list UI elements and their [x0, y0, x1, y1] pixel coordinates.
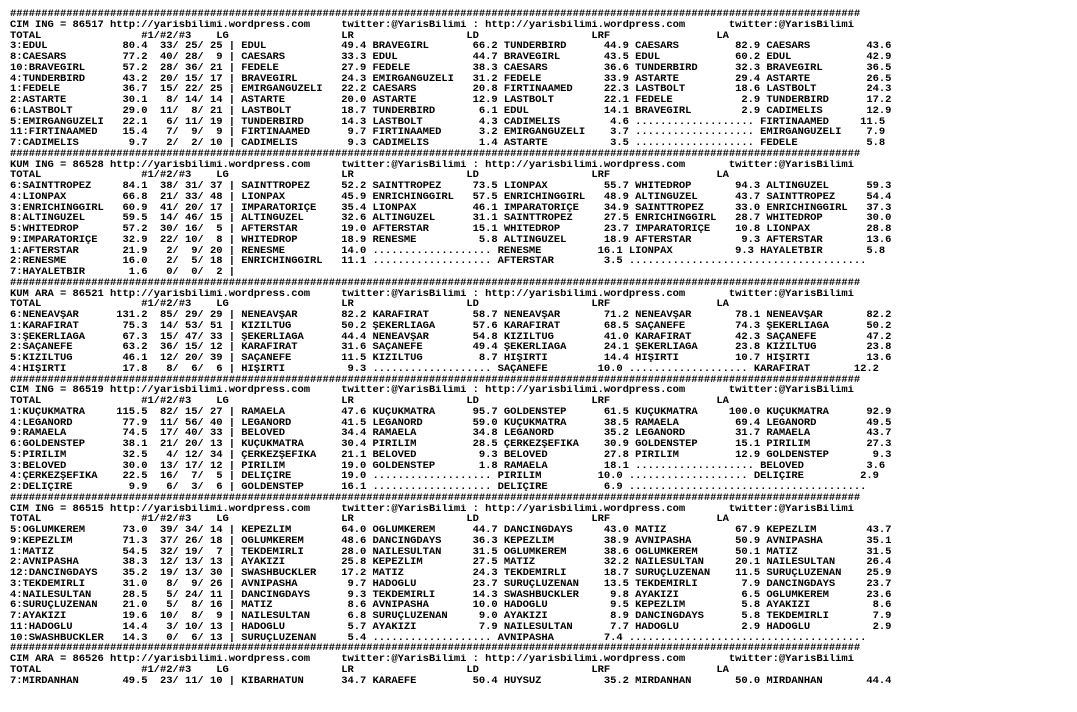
report-line: 7:CADIMELİS 9.7 2/ 2/ 10 | CADIMELİS 9.3 CADIMELİS 1.4 ASTARTE 3.5 ................... FEDELE 5.8: [10, 138, 886, 149]
report-line: 2:DELİÇİRE 9.9 6/ 3/ 6 | GOLDENSTEP 16.1 ................... DELİÇİRE 6.9 ......................................: [10, 482, 867, 493]
report-line: 5:KIZILTUĞ 46.1 12/ 20/ 39 | SAÇANEFE 11.5 KIZILTUĞ 8.7 HIŞIRTI 14.4 HIŞIRTI 10.7 HIŞIRTI 13.6: [10, 353, 892, 364]
report-line: 9:İMPARATORİÇE 32.9 22/ 10/ 8 | WHITEDROP 18.9 RENESME 5.8 ALTINGÜZEL 18.9 AFTERSTAR 9.3 AFTERSTAR 13.6: [10, 234, 892, 246]
report-line: 6:SAINTTROPEZ 84.1 38/ 31/ 37 | SAINTTROPEZ 52.2 SAINTTROPEZ 73.5 LIONPAX 55.7 WHITEDROP 94.3 ALTINGÜZEL 59.3: [10, 181, 892, 192]
report-line: 1:AFTERSTAR 21.9 2/ 9/ 20 | RENESME 14.0 ................... RENESME 16.1 LIONPAX 9.3 HAYALETBİR 5.8: [10, 245, 886, 257]
report-line: 2:RENESME 16.0 2/ 5/ 18 | ENRICHINGGIRL 11.1 ................... AFTERSTAR 3.5 ......................................: [10, 256, 867, 267]
report-line: KUM ING = 86528 http://yarisbilimi.wordpress.com twitter:@YarisBilimi : http://yarisbilimi.wordpress.com twitter:@YarisBilimi: [10, 159, 854, 171]
report-line: 1:MATİZ 54.5 32/ 19/ 7 | TEKDEMİRLİ 28.0 NAİLESULTAN 31.5 OĞLUMKEREM 38.6 OĞLUMKEREM 50.1 MATİZ 31.5: [10, 546, 892, 558]
report-line: 4:LIONPAX 66.8 21/ 33/ 48 | LIONPAX 45.9 ENRICHINGGIRL 57.5 ENRICHINGGIRL 48.9 ALTINGÜZEL 43.7 SAINTTROPEZ 54.4: [10, 191, 892, 203]
report-line: ########################################################################################################################################: [10, 277, 861, 289]
report-line: 4:TUNDERBIRD 43.2 20/ 15/ 17 | BRAVEGIRL 24.3 EMİRGANGÜZELİ 31.2 FEDELE 33.9 ASTARTE 29.4 ASTARTE 26.5: [10, 73, 892, 85]
report-line: CIM ARA = 86526 http://yarisbilimi.wordpress.com twitter:@YarisBilimi : http://yarisbilimi.wordpress.com twitter:@YarisBilimi: [10, 654, 854, 665]
report-line: 10:BRAVEGIRL 57.2 28/ 36/ 21 | FEDELE 27.9 FEDELE 38.3 CAESARS 36.6 TUNDERBIRD 32.3 BRAVEGIRL 36.5: [10, 62, 892, 74]
report-line: 6:LASTBOLT 29.0 11/ 8/ 21 | LASTBOLT 18.7 TUNDERBIRD 6.1 EDUL 14.1 BRAVEGIRL 2.9 CADIMELİS 12.9: [10, 105, 892, 117]
report-line: 4:LEGANORD 77.9 11/ 56/ 40 | LEGANORD 41.5 LEGANORD 59.0 KÜÇÜKMATRA 38.5 RAMAELA 69.4 LEGANORD 49.5: [10, 417, 892, 429]
report-line: 11:FIRTINAAMED 15.4 7/ 9/ 9 | FIRTINAAMED 9.7 FIRTINAAMED 3.2 EMİRGANGÜZELİ 3.7 ................... EMİRGANGÜZELİ 7.9: [10, 127, 886, 138]
report-line: 11:HADOĞLU 14.4 3/ 10/ 13 | HADOĞLU 5.7 AYAKİZİ 7.9 NAİLESULTAN 7.7 HADOĞLU 2.9 HADOĞLU 2.9: [10, 621, 892, 633]
report-line: TOTAL #1/#2/#3 LG LR LD LRF LA: [10, 170, 729, 181]
report-line: 4:ÇERKEZŞEFİKA 22.5 16/ 7/ 5 | DELİÇİRE 19.0 ................... PIRILIM 10.0 ................... DELİÇİRE 2.9: [10, 471, 879, 482]
report-line: TOTAL #1/#2/#3 LG LR LD LRF LA: [10, 514, 729, 525]
report-line: TOTAL #1/#2/#3 LG LR LD LRF LA: [10, 396, 729, 407]
report-line: 3:ŞEKERLİAĞA 67.3 15/ 47/ 33 | ŞEKERLİAĞA 44.4 NENEAVŞAR 54.8 KIZILTUĞ 41.0 KARAFIRAT 42.3 SAÇANEFE 47.2: [10, 331, 892, 343]
report-line: CIM ING = 86517 http://yarisbilimi.wordpress.com twitter:@YarisBilimi : http://yarisbilimi.wordpress.com twitter:@YarisBilimi: [10, 19, 854, 31]
report-line: 6:SURUÇLUZENAN 21.0 5/ 8/ 16 | MATİZ 8.6 AVNİPASHA 10.0 HADOĞLU 9.5 KEPEZLİM 5.8 AYAKİZİ 8.6: [10, 600, 892, 611]
report-line: 1:FEDELE 36.7 15/ 22/ 25 | EMİRGANGÜZELİ 22.2 CAESARS 20.8 FIRTINAAMED 22.3 LASTBOLT 18.6 LASTBOLT 24.3: [10, 84, 892, 95]
report-line: ########################################################################################################################################: [10, 374, 861, 386]
report-line: TOTAL #1/#2/#3 LG LR LD LRF LA: [10, 664, 729, 676]
report-line: 4:HIŞIRTI 17.8 8/ 6/ 6 | HIŞIRTI 9.3 ................... SAÇANEFE 10.0 ................... KARAFIRAT 12.2: [10, 363, 879, 375]
report-line: 6:NENEAVŞAR 131.2 85/ 29/ 29 | NENEAVŞAR 82.2 KARAFIRAT 58.7 NENEAVŞAR 71.2 NENEAVŞAR 78.1 NENEAVŞAR 82.2: [10, 310, 892, 321]
report-line: ########################################################################################################################################: [10, 492, 861, 504]
report-line: 1:KARAFIRAT 75.3 14/ 53/ 51 | KIZILTUĞ 50.2 ŞEKERLİAĞA 57.6 KARAFIRAT 68.5 SAÇANEFE 74.3 ŞEKERLİAĞA 50.2: [10, 320, 892, 332]
report-line: CIM ING = 86519 http://yarisbilimi.wordpress.com twitter:@YarisBilimi : http://yarisbilimi.wordpress.com twitter:@YarisBilimi: [10, 385, 854, 396]
race-statistics-text-report: [10, 9, 891, 686]
report-line: 6:GOLDENSTEP 38.1 21/ 20/ 13 | KÜÇÜKMATRA 30.4 PIRILIM 28.5 ÇERKEZŞEFİKA 30.9 GOLDENSTEP 15.1 PIRILIM 27.3: [10, 439, 892, 450]
report-line: 2:AVNİPASHA 38.3 12/ 13/ 13 | AYAKİZİ 25.8 KEPEZLİM 27.5 MATİZ 32.2 NAİLESULTAN 20.1 NAİLESULTAN 26.4: [10, 557, 892, 568]
report-line: 9:RAMAELA 74.5 17/ 40/ 33 | BELOVED 34.4 RAMAELA 34.8 LEGANORD 35.2 LEGANORD 31.7 RAMAELA 43.7: [10, 428, 892, 439]
report-line: 9:KEPEZLİM 71.3 37/ 26/ 18 | OĞLUMKEREM 48.6 DANCINGDAYS 36.3 KEPEZLİM 38.9 AVNİPASHA 50.9 AVNİPASHA 35.1: [10, 535, 892, 547]
report-line: CIM ING = 86515 http://yarisbilimi.wordpress.com twitter:@YarisBilimi : http://yarisbilimi.wordpress.com twitter:@YarisBilimi: [10, 503, 854, 515]
report-line: 5:PIRILIM 32.5 4/ 12/ 34 | ÇERKEZŞEFİKA 21.1 BELOVED 9.3 BELOVED 27.8 PIRILIM 12.9 GOLDENSTEP 9.3: [10, 449, 892, 461]
report-line: 3:ENRICHINGGIRL 60.9 41/ 20/ 17 | İMPARATORİÇE 35.4 LIONPAX 46.1 İMPARATORİÇE 34.9 SAINTTROPEZ 33.0 ENRICHINGGIRL 37.3: [10, 202, 892, 214]
report-line: KUM ARA = 86521 http://yarisbilimi.wordpress.com twitter:@YarisBilimi : http://yarisbilimi.wordpress.com twitter:@YarisBilimi: [10, 288, 854, 300]
report-line: 7:AYAKİZİ 19.6 10/ 8/ 9 | NAİLESULTAN 6.8 SURUÇLUZENAN 9.0 AYAKİZİ 8.9 DANCINGDAYS 5.8 TEKDEMİRLİ 7.9: [10, 611, 892, 622]
report-line: TOTAL #1/#2/#3 LG LR LD LRF LA: [10, 299, 729, 310]
report-line: 2:ASTARTE 30.1 8/ 14/ 14 | ASTARTE 20.0 ASTARTE 12.9 LASTBOLT 22.1 FEDELE 2.9 TUNDERBIRD 17.2: [10, 95, 892, 106]
report-line: 2:SAÇANEFE 63.2 36/ 15/ 12 | KARAFIRAT 31.6 SAÇANEFE 49.4 ŞEKERLİAĞA 24.1 ŞEKERLİAĞA 23.8 KIZILTUĞ 23.8: [10, 342, 892, 353]
report-line: 3:TEKDEMİRLİ 31.0 8/ 9/ 26 | AVNİPASHA 9.7 HADOĞLU 23.7 SURUÇLUZENAN 13.5 TEKDEMİRLİ 7.9 DANCINGDAYS 23.7: [10, 578, 892, 590]
report-line: 3:BELOVED 30.0 13/ 17/ 12 | PIRILIM 19.0 GOLDENSTEP 1.8 RAMAELA 18.1 ................... BELOVED 3.6: [10, 460, 886, 472]
report-line: 10:SWASHBUCKLER 14.3 0/ 6/ 13 | SURUÇLUZENAN 5.4 ................... AVNİPASHA 7.4 ......................................: [10, 632, 867, 644]
report-line: ########################################################################################################################################: [10, 148, 861, 160]
report-line: 5:WHITEDROP 57.2 30/ 16/ 5 | AFTERSTAR 19.0 AFTERSTAR 15.1 WHITEDROP 23.7 İMPARATORİÇE 10.8 LIONPAX 28.8: [10, 224, 892, 235]
report-line: 7:MIRDANHAN 49.5 23/ 11/ 10 | KİBARHATUN 34.7 KARAEFE 50.4 HUYSUZ 35.2 MIRDANHAN 50.0 MIRDANHAN 44.4: [10, 675, 892, 687]
report-line: ########################################################################################################################################: [10, 9, 861, 20]
report-line: 8:ALTINGÜZEL 59.5 14/ 46/ 15 | ALTINGÜZEL 32.6 ALTINGÜZEL 31.1 SAINTTROPEZ 27.5 ENRICHINGGIRL 28.7 WHITEDROP 30.0: [10, 213, 892, 224]
report-line: 5:OĞLUMKEREM 73.0 39/ 34/ 14 | KEPEZLİM 64.0 OĞLUMKEREM 44.7 DANCINGDAYS 43.0 MATİZ 67.9 KEPEZLİM 43.7: [10, 525, 892, 536]
report-line: 7:HAYALETBİR 1.6 0/ 0/ 2 |: [10, 267, 236, 278]
report-line: ########################################################################################################################################: [10, 643, 861, 654]
report-line: 4:NAİLESULTAN 28.5 5/ 24/ 11 | DANCINGDAYS 9.3 TEKDEMİRLİ 14.3 SWASHBUCKLER 9.8 AYAKİZİ 6.5 OĞLUMKEREM 23.6: [10, 589, 892, 601]
report-line: 3:EDUL 80.4 33/ 25/ 25 | EDUL 49.4 BRAVEGIRL 66.2 TUNDERBIRD 44.9 CAESARS 82.9 CAESARS 43.6: [10, 41, 892, 52]
report-line: 1:KÜÇÜKMATRA 115.5 82/ 15/ 27 | RAMAELA 47.6 KÜÇÜKMATRA 95.7 GOLDENSTEP 61.5 KÜÇÜKMATRA 100.0 KÜÇÜKMATRA 92.9: [10, 406, 892, 418]
report-line: 12:DANCINGDAYS 35.2 19/ 13/ 30 | SWASHBUCKLER 17.2 MATİZ 24.3 TEKDEMİRLİ 18.7 SURUÇLUZENAN 11.5 SURUÇLUZENAN 25.9: [10, 568, 892, 579]
report-line: TOTAL #1/#2/#3 LG LR LD LRF LA: [10, 30, 729, 42]
report-line: 8:CAESARS 77.2 40/ 28/ 9 | CAESARS 33.3 EDUL 44.7 BRAVEGIRL 43.5 EDUL 60.2 EDUL 42.9: [10, 52, 892, 63]
report-line: 5:EMİRGANGÜZELİ 22.1 6/ 11/ 19 | TUNDERBIRD 14.3 LASTBOLT 4.3 CADIMELİS 4.6 ................... FIRTINAAMED 11.5: [10, 116, 886, 128]
